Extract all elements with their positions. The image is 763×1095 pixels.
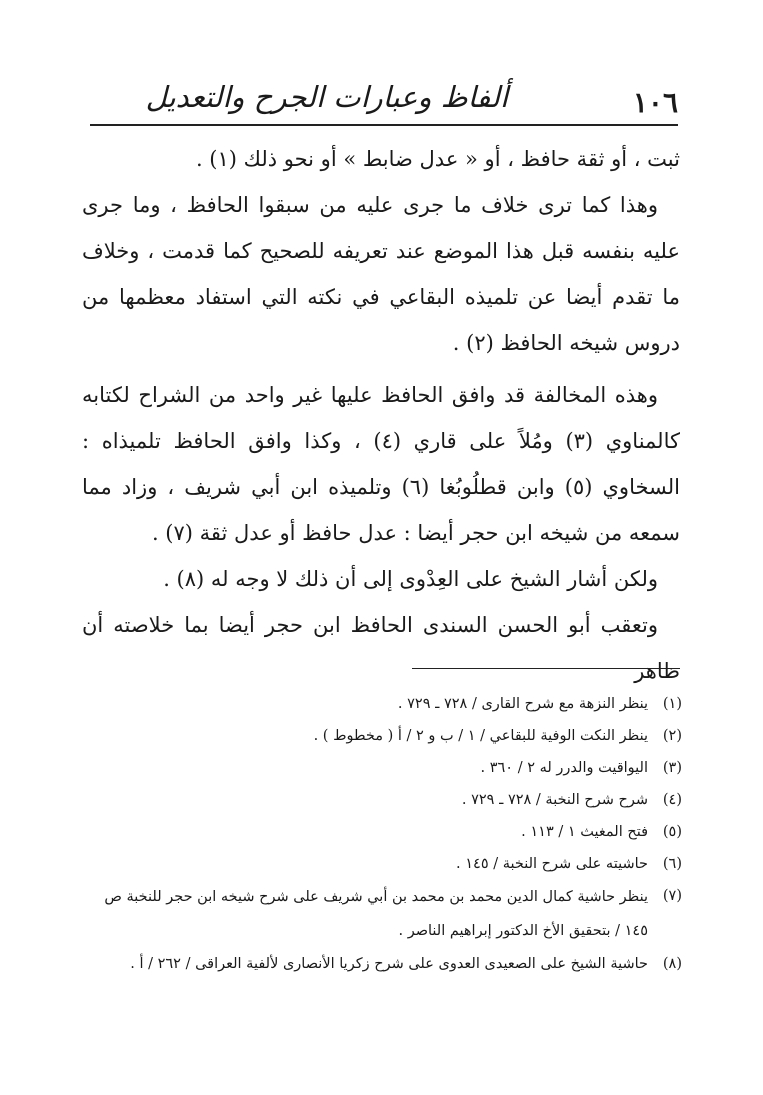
footnote-number: (٤) bbox=[662, 792, 682, 808]
footnote-text: اليواقيت والدرر له ٢ / ٣٦٠ . bbox=[480, 760, 648, 776]
footnote-text: شرح شرح النخبة / ٧٢٨ ـ ٧٢٩ . bbox=[461, 792, 648, 808]
paragraph-2: وهذا كما ترى خلاف ما جرى عليه من سبقوا الحافظ ، وما جرى عليه بنفسه قبل هذا الموضع عند تعريفه للصحيح كما قدمت ، وخلاف ما تقدم أيضا عن تلميذه البقاعي في نكته التي استفاد معظمها من دروس شيخه الحافظ (٢) . bbox=[82, 193, 680, 355]
header-rule bbox=[90, 124, 678, 126]
footnote-6 bbox=[78, 848, 682, 880]
paragraph-4: ولكن أشار الشيخ على العِدْوى إلى أن ذلك لا وجه له (٨) . bbox=[163, 567, 658, 591]
footnote-text: ينظر النزهة مع شرح القارى / ٧٢٨ ـ ٧٢٩ . bbox=[397, 696, 648, 712]
footnote-number: (٥) bbox=[662, 824, 682, 840]
running-title: ألفاظ وعبارات الجرح والتعديل bbox=[145, 80, 508, 114]
footnote-text: ينظر حاشية كمال الدين محمد بن محمد بن أبي شريف على شرح شيخه ابن حجر للنخبة ص ١٤٥ / بتحقيق الأخ الدكتور إبراهيم الناصر . bbox=[104, 889, 648, 939]
footnote-number: (١) bbox=[662, 696, 682, 712]
page-header bbox=[90, 80, 678, 124]
footnote-4 bbox=[78, 784, 682, 816]
footnote-7 bbox=[78, 880, 682, 948]
footnote-2 bbox=[78, 720, 682, 752]
footnote-8 bbox=[78, 948, 682, 980]
footnote-text: فتح المغيث ١ / ١١٣ . bbox=[521, 824, 648, 840]
footnote-text: حاشية الشيخ على الصعيدى العدوى على شرح زكريا الأنصارى لألفية العراقى / ٢٦٢ / أ . bbox=[130, 956, 648, 972]
paragraph-1: ثبت ، أو ثقة حافظ ، أو « عدل ضابط » أو نحو ذلك (١) . bbox=[195, 147, 680, 171]
footnote-3 bbox=[78, 752, 682, 784]
footnote-5 bbox=[78, 816, 682, 848]
footnote-number: (٧) bbox=[662, 888, 682, 904]
paragraph-3: وهذه المخالفة قد وافق الحافظ عليها غير واحد من الشراح لكتابه كالمناوي (٣) ومُلاً على قاري (٤) ، وكذا وافق الحافظ تلميذاه : السخاوي (٥) وابن قطلُوبُغا (٦) وتلميذه ابن أبي شريف ، وزاد مما سمعه من شيخه ابن حجر أيضا : عدل حافظ أو عدل ثقة (٧) . bbox=[82, 383, 680, 545]
footnote-number: (٦) bbox=[662, 856, 682, 872]
footnote-number: (٣) bbox=[662, 760, 682, 776]
page-number: ١٠٦ bbox=[632, 86, 678, 119]
footnote-text: حاشيته على شرح النخبة / ١٤٥ . bbox=[456, 856, 648, 872]
footnote-number: (٢) bbox=[662, 728, 682, 744]
body-text bbox=[82, 136, 680, 694]
footnotes bbox=[78, 688, 682, 980]
footnote-separator bbox=[412, 668, 680, 669]
paragraph-5: وتعقب أبو الحسن السندى الحافظ ابن حجر أيضا بما خلاصته أن ظاهر bbox=[82, 613, 680, 683]
footnote-text: ينظر النكت الوفية للبقاعي / ١ / ب و ٢ / أ ( مخطوط ) . bbox=[313, 728, 648, 744]
footnote-1 bbox=[78, 688, 682, 720]
footnote-number: (٨) bbox=[662, 956, 682, 972]
